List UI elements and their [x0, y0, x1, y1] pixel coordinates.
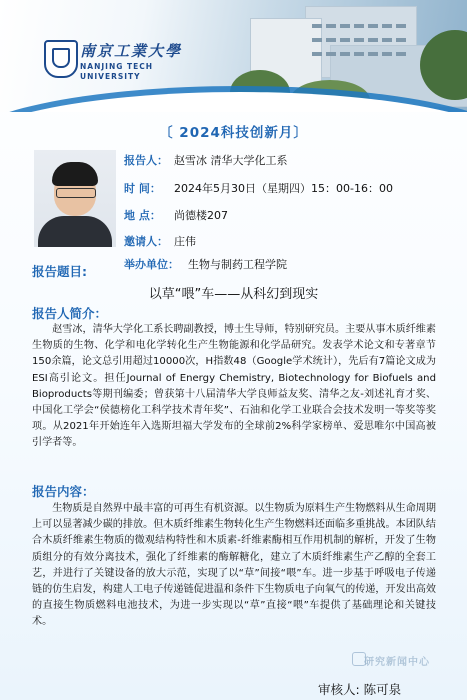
report-content-heading: 报告内容：: [32, 484, 95, 499]
building-windows: [312, 24, 408, 28]
university-name-en-line2: UNIVERSITY: [80, 72, 141, 81]
university-name-cn: 南京工業大學: [80, 42, 183, 60]
speaker-intro-heading: 报告人简介：: [32, 306, 108, 321]
speaker-intro-text: 赵雪冰，清华大学化工系长聘副教授，博士生导师，特别研究员。主要从事木质纤维素生物质的生物、化学和电化学转化生产生物能源和化学品研究。发表学术论文和专著章节150余篇，论文总引用超过10000次，H指数48（Google学术统计），先后有7篇论文成为ESI高引论文。担任Journal of Energy Chemistry, Biotechnology for Biofuels and Bioproducts等期刊编委；曾获第十八届清华大学良师益友奖、清华之友-刘述礼育才奖、中国化工学会“侯德榜化工科学技术青年奖”、石油和化学工业联合会技术发明一等奖等奖项。从2021年开始连年入选斯坦福大学发布的全球前2%科学家榜单、爱思唯尔中国高被引学者等。: [32, 324, 436, 449]
topic-label: 报告题目:: [32, 264, 87, 279]
series-title: 〔 2024科技创新月〕: [159, 125, 308, 141]
university-emblem-icon: [44, 40, 78, 78]
info-value: 尚德楼207: [174, 209, 228, 222]
report-content-text: 生物质是自然界中最丰富的可再生有机资源。以生物质为原料生产生物燃料从生命周期上可以显著减少碳的排放。但木质纤维素生物转化生产生物燃料还面临多重挑战。本团队结合木质纤维素生物质的微观结构特性和木质素-纤维素酶相互作用机制的解析，开发了生物质组分的有效分离技术，强化了纤维素的酶解糖化，建立了木质纤维素生产乙醇的全套工艺，并进行了关键设备的放大示范，实现了以“草”间接“喂”车。进一步基于呼吸电子传递链的仿生启发，构建人工电子传递链促进温和条件下生物质电子向氧气的传递，开发出高效的直接生物质燃料电池技术，为进一步实现以“草”直接“喂”车提供了基础理论和关键技术。: [32, 503, 436, 628]
reviewer: 审核人: 陈可泉: [318, 682, 402, 697]
topic-title: 以草“喂”车——从科幻到现实: [148, 287, 319, 302]
university-name-en-line1: NANJING TECH: [80, 62, 154, 71]
info-value: 2024年5月30日（星期四）15：00-16：00: [174, 182, 393, 195]
info-label: 邀请人：: [124, 235, 168, 248]
info-label: 举办单位：: [124, 258, 179, 271]
speaker-photo: [34, 150, 116, 247]
info-label: 时 间：: [124, 182, 161, 195]
info-label: 报告人：: [124, 154, 168, 167]
building-windows: [312, 52, 408, 56]
info-value: 赵雪冰 清华大学化工系: [174, 154, 288, 167]
watermark: 研究新闻中心: [364, 657, 430, 668]
building-windows: [312, 38, 408, 42]
info-label: 地 点：: [124, 209, 161, 222]
info-value: 生物与制药工程学院: [188, 258, 287, 271]
info-value: 庄伟: [174, 235, 196, 248]
header-banner: [0, 0, 467, 112]
